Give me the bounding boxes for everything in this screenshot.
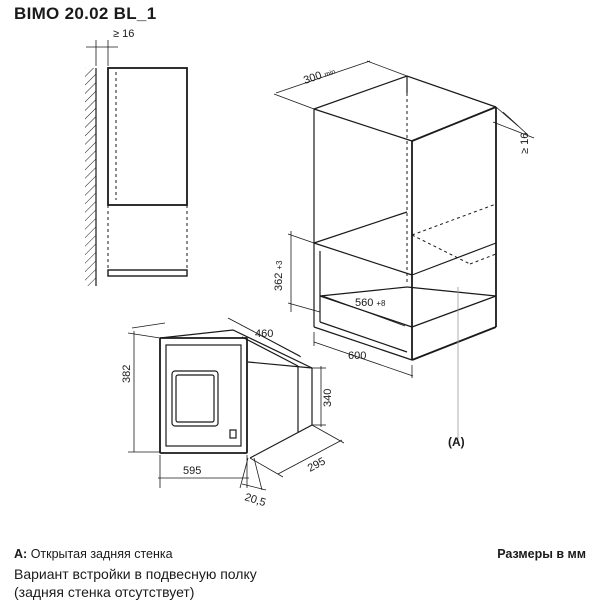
note-text: Открытая задняя стенка	[30, 547, 173, 561]
note-letter: A:	[14, 547, 28, 561]
oven-frame	[160, 338, 247, 453]
marker-a	[448, 287, 465, 449]
svg-text:300min	[302, 65, 337, 87]
wall-hatch	[85, 68, 96, 286]
oven-width-label: 595	[183, 465, 202, 477]
oven-window	[172, 371, 218, 426]
oven-height-front-label: 382	[121, 364, 133, 383]
svg-text:560+8	[355, 297, 386, 309]
side-cabinet	[108, 68, 187, 205]
dim-oven-width	[158, 455, 249, 488]
niche-height-tol: +3	[275, 260, 284, 270]
frame-depth-label: 20,5	[243, 491, 268, 510]
svg-text:362+3	[273, 260, 285, 291]
description-line-1: Вариант встройки в подвесную полку	[14, 566, 257, 582]
oven-control	[230, 430, 236, 438]
side-gap-label: ≥ 16	[113, 28, 135, 40]
shelf-depth-suffix: min	[323, 68, 337, 79]
niche-width-tol: +8	[376, 299, 386, 308]
dim-oven-height-body	[312, 366, 334, 427]
units-label: Размеры в мм	[497, 547, 586, 561]
niche-width-label: 560	[355, 297, 374, 309]
oven-depth-top-label: 460	[255, 328, 274, 340]
product-title: BIMO 20.02 BL_1	[14, 4, 157, 23]
dim-niche-height	[273, 231, 320, 312]
body-depth-label: 295	[305, 455, 328, 475]
oven-drawing	[160, 330, 312, 458]
hanging-cabinet	[314, 76, 496, 360]
oven-height-body-label: 340	[322, 388, 334, 407]
description-line-2: (задняя стенка отсутствует)	[14, 584, 195, 600]
oven-window-inner	[176, 375, 214, 422]
dim-shelf-depth	[274, 61, 407, 109]
dim-right-gap	[493, 107, 534, 154]
niche-height-label: 362	[273, 272, 285, 291]
dim-oven-height-front	[121, 331, 160, 452]
shelf-depth-label: 300	[302, 69, 324, 87]
dim-niche-width	[323, 296, 405, 326]
side-shelf	[108, 270, 187, 276]
cabinet-width-label: 600	[348, 350, 367, 362]
marker-a-label: (A)	[448, 435, 465, 449]
note-line	[14, 547, 173, 561]
right-gap-label: ≥ 16	[519, 132, 531, 154]
side-view	[85, 28, 187, 286]
